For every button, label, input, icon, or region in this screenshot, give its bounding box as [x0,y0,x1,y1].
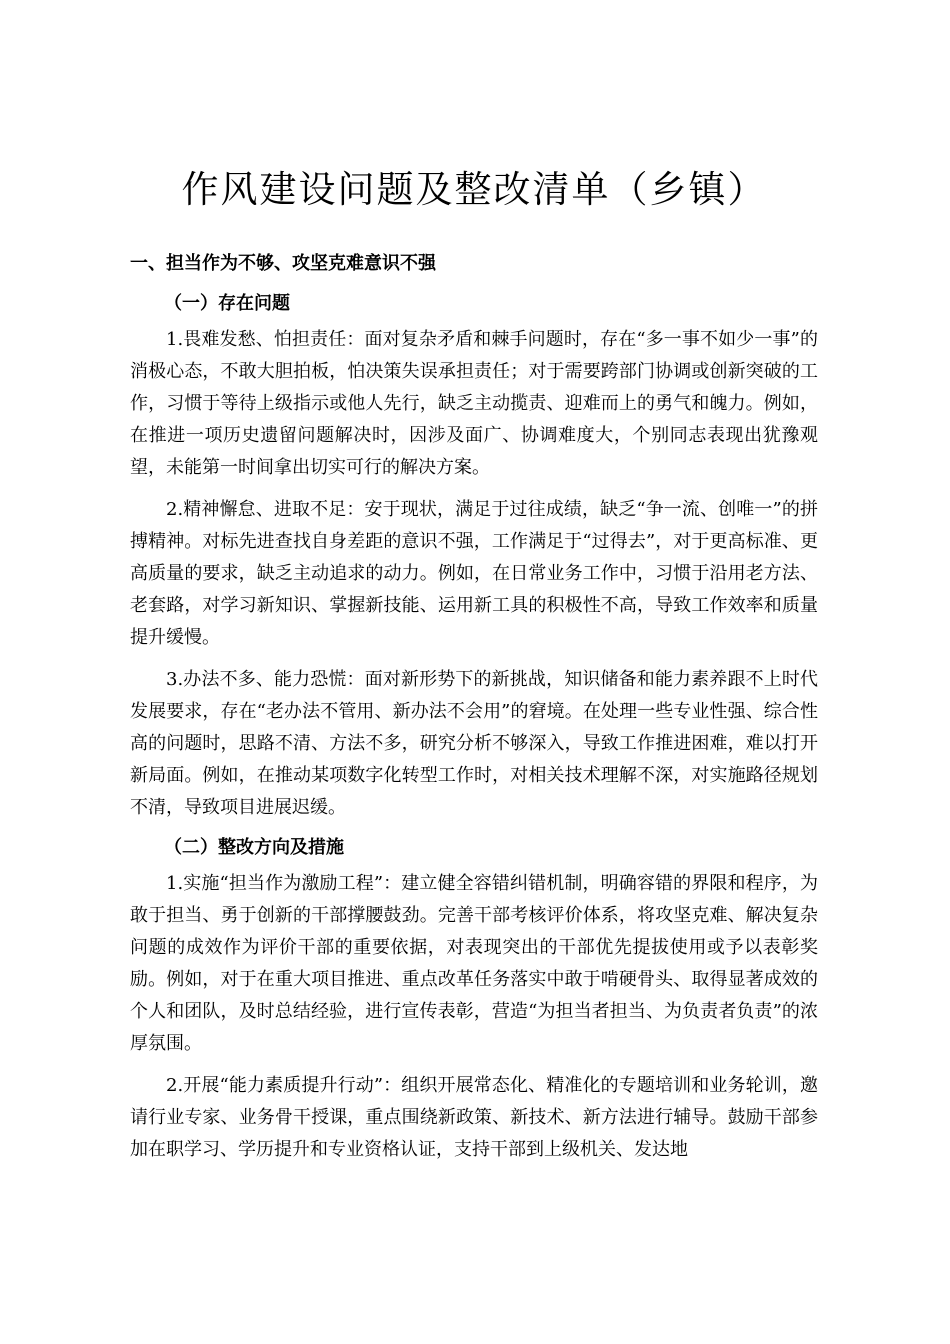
problem-item-1: 1.畏难发愁、怕担责任：面对复杂矛盾和棘手问题时，存在“多一事不如少一事”的消极心态，不敢大胆拍板，怕决策失误承担责任；对于需要跨部门协调或创新突破的工作，习惯于等待上级指示或他人先行，缺乏主动揽责、迎难而上的勇气和魄力。例如，在推进一项历史遗留问题解决时，因涉及面广、协调难度大，个别同志表现出犹豫观望，未能第一时间拿出切实可行的解决方案。 [130,329,818,478]
measure-item-1: 1.实施“担当作为激励工程”：建立健全容错纠错机制，明确容错的界限和程序，为敢于担当、勇于创新的干部撑腰鼓劲。完善干部考核评价体系，将攻坚克难、解决复杂问题的成效作为评价干部的重要依据，对表现突出的干部优先提拔使用或予以表彰奖励。例如，对于在重大项目推进、重点改革任务落实中敢于啃硬骨头、取得显著成效的个人和团队，及时总结经验，进行宣传表彰，营造“为担当者担当、为负责者负责”的浓厚氛围。 [130,873,818,1054]
problem-item-2: 2.精神懈怠、进取不足：安于现状，满足于过往成绩，缺乏“争一流、创唯一”的拼搏精神。对标先进查找自身差距的意识不强，工作满足于“过得去”，对于更高标准、更高质量的要求，缺乏主动追求的动力。例如，在日常业务工作中，习惯于沿用老方法、老套路，对学习新知识、掌握新技能、运用新工具的积极性不高，导致工作效率和质量提升缓慢。 [130,499,818,648]
subsection-heading-problems: （一）存在问题 [164,293,290,314]
document-title: 作风建设问题及整改清单（乡镇） [181,168,767,211]
subsection-heading-measures: （二）整改方向及措施 [164,837,344,858]
section-heading-1: 一、担当作为不够、攻坚克难意识不强 [130,253,436,274]
measure-item-2: 2.开展“能力素质提升行动”：组织开展常态化、精准化的专题培训和业务轮训，邀请行业专家、业务骨干授课，重点围绕新政策、新技术、新方法进行辅导。鼓励干部参加在职学习、学历提升和专业资格认证，支持干部到上级机关、发达地 [130,1075,818,1160]
problem-item-3: 3.办法不多、能力恐慌：面对新形势下的新挑战，知识储备和能力素养跟不上时代发展要求，存在“老办法不管用、新办法不会用”的窘境。在处理一些专业性强、综合性高的问题时，思路不清、方法不多，研究分析不够深入，导致工作推进困难，难以打开新局面。例如，在推动某项数字化转型工作时，对相关技术理解不深，对实施路径规划不清，导致项目进展迟缓。 [130,669,818,818]
